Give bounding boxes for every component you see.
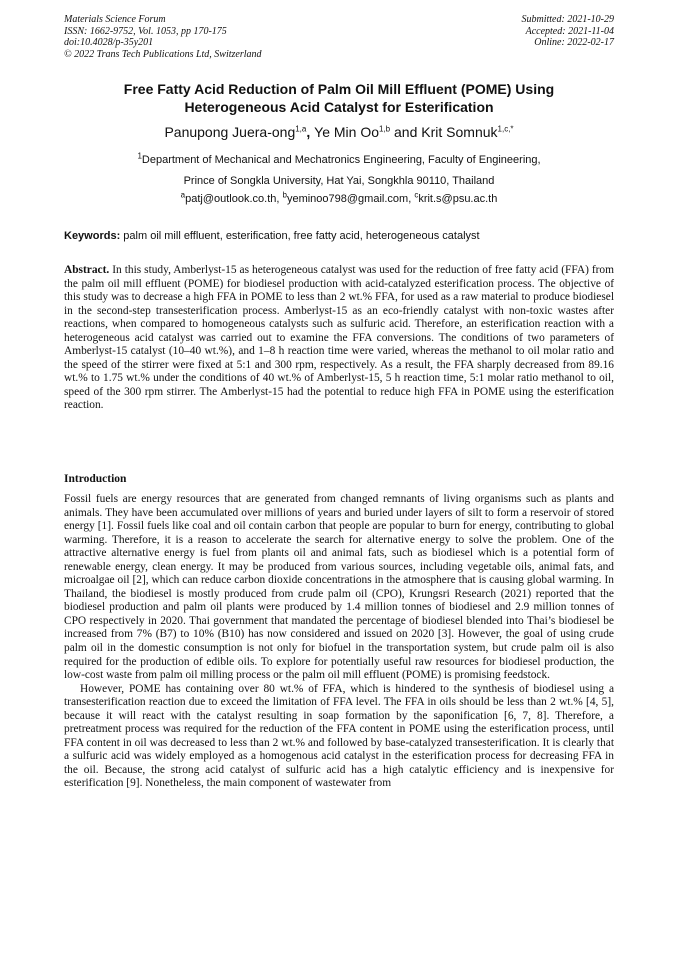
journal-info xyxy=(64,14,262,60)
author-3: Krit Somnuk xyxy=(421,124,498,140)
date-submitted: Submitted: 2021-10-29 xyxy=(521,14,614,25)
author-sep-1: , xyxy=(306,124,315,140)
abstract-label: Abstract. xyxy=(64,264,110,276)
author-emails xyxy=(64,192,614,206)
submission-dates xyxy=(522,14,615,49)
author-sep-2: and xyxy=(390,124,422,140)
journal-doi: doi:10.4028/p-35y201 xyxy=(64,37,154,48)
affiliation-marker: 1 xyxy=(137,151,142,161)
affiliation xyxy=(64,150,614,192)
email-c[interactable]: krit.s@psu.ac.th xyxy=(418,193,498,205)
email-c-marker: c xyxy=(414,190,419,200)
email-b-marker: b xyxy=(282,190,287,200)
email-a[interactable]: patj@outlook.co.th xyxy=(185,193,277,205)
title-line-1: Free Fatty Acid Reduction of Palm Oil Mill Effluent (POME) Using xyxy=(123,81,555,97)
intro-paragraph-1: Fossil fuels are energy resources that are generated from changed remnants of living organisms such as plants and animals. They have been accumulated over millions of years and buried under layers of silt to form a reservoir of stored energy [1]. Fossil fuels like coal and oil contain carbon that people are popular to burn for energy, contributing to global warming. Therefore, it is a reason to accelerate the search for alternative energy to solve the problem. One of the attractive alternative energy is fuel from plants oil and animal fats, such as biodiesel which is a potential form of renewable energy, clean energy. It may be produced from various sources, including vegetable oils, animal fats, and microalgae oil [2], which can reduce carbon dioxide concentrations in the atmosphere that is causing global warming. In Thailand, the biodiesel is mostly produced from crude palm oil (CPO), Krungsri Research (2021) reported that the biodiesel production and palm oil plants were produced by 1.4 million tonnes of biodiesel and 2.9 million tonnes of CPO respectively in 2020. Thai government that mandated the percentage of biodiesel blended into Thai’s biodiesel be increased from 7% (B7) to 10% (B10) has now considered and issued on 2020 [3]. However, the goal of using crude palm oil in the domestic consumption is not only for biofuel in the transportation system, but crude palm oil is also required for the production of edible oils. To explore for potentially useful raw resources for biodiesel production, the low-cost waste from palm oil milling process or the palm oil mill effluent (POME) is promising feedstock. xyxy=(64,493,614,682)
introduction-body xyxy=(64,493,614,791)
abstract-text: In this study, Amberlyst-15 as heterogeneous catalyst was used for the reduction of free fatty acid (FFA) from the palm oil mill effluent (POME) for biodiesel production with acid-catalyzed esterification process. The objective of this study was to decrease a high FFA in POME to less than 2 wt.% FFA, for used as a raw material to produce biodiesel in the second-step transesterification process. Amberlyst-15 as an eco-friendly catalyst with non-toxic wastes after reactions, when compared to homogeneous catalysts such as sulfuric acid. Therefore, an esterification reaction with a heterogeneous acid catalyst was carried out to examine the FFA conversions. The conditions of two parameters of Amberlyst-15 catalyst (10–40 wt.%), and 1–8 h reaction time were varied, whereas the methanol to oil molar ratio and the speed of the stirrer were fixed at 5:1 and 300 rpm, respectively. As a result, the FFA sharply decreased from 89.16 wt.% to 1.75 wt.% under the conditions of 40 wt.% of Amberlyst-15, 5 h reaction time, 5:1 molar ratio methanol to oil, speed of the 300 rpm stirrer. The Amberlyst-15 had the potential to reduce high FFA in POME using the esterification reaction. xyxy=(64,264,614,412)
abstract xyxy=(64,264,614,413)
keywords-text: palm oil mill effluent, esterification, free fatty acid, heterogeneous catalyst xyxy=(120,230,480,242)
date-online: Online: 2022-02-17 xyxy=(534,37,614,48)
date-accepted: Accepted: 2021-11-04 xyxy=(525,25,614,37)
keywords xyxy=(64,229,614,243)
affiliation-line-2: Prince of Songkla University, Hat Yai, Songkhla 90110, Thailand xyxy=(183,175,495,187)
journal-copyright: © 2022 Trans Tech Publications Ltd, Switzerland xyxy=(64,48,262,60)
email-sep-2: , xyxy=(408,193,415,205)
journal-name: Materials Science Forum xyxy=(64,14,166,25)
title-line-2: Heterogeneous Acid Catalyst for Esterification xyxy=(184,99,494,115)
email-sep-1: , xyxy=(276,193,283,205)
email-a-marker: a xyxy=(180,190,186,200)
author-2-affil: 1,b xyxy=(379,124,391,134)
author-2: Ye Min Oo xyxy=(314,124,379,140)
paper-title xyxy=(64,80,614,116)
email-b[interactable]: yeminoo798@gmail.com xyxy=(286,193,409,205)
author-3-affil: 1,c,* xyxy=(497,124,514,134)
journal-issn: ISSN: 1662-9752, Vol. 1053, pp 170-175 xyxy=(64,25,227,37)
keywords-label: Keywords: xyxy=(64,230,121,242)
section-heading-introduction: Introduction xyxy=(64,473,127,485)
affiliation-line-1: Department of Mechanical and Mechatronics Engineering, Faculty of Engineering, xyxy=(141,154,541,166)
author-1: Panupong Juera-ong xyxy=(164,124,296,140)
author-1-affil: 1,a xyxy=(295,124,307,134)
intro-paragraph-2: However, POME has containing over 80 wt.% of FFA, which is hindered to the synthesis of biodiesel using a transesterification reaction due to exceed the limitation of FFA level. The FFA in oils should be less than 2 wt.% [4, 5], because it will react with the catalyst resulting in soap formation by the saponification [6, 7, 8]. Therefore, a pretreatment process was required for the reduction of the FFA content in POME using the esterification process, until FFA content in oil was decreased to less than 2 wt.% and followed by base-catalyzed transesterification. It is clearly that a sulfuric acid was widely employed as a homogenous acid catalyst in the esterification process for decreasing FFA in the oil. Because, the strong acid catalyst of sulfuric acid has a high catalytic efficiency and is inexpensive for esterification [9]. Nonetheless, the main component of wastewater from xyxy=(64,682,614,790)
author-list xyxy=(64,123,614,141)
